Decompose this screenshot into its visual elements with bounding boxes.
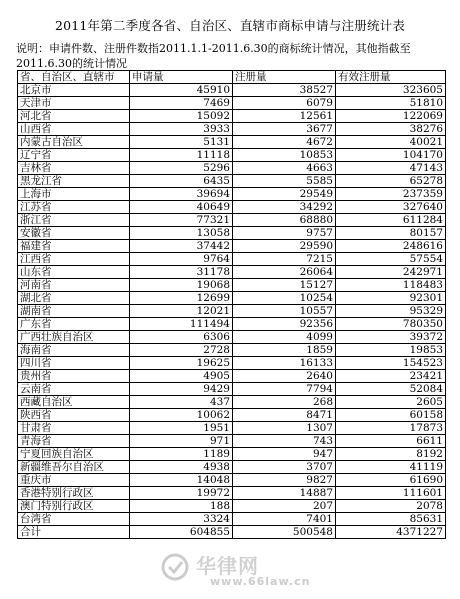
table-row (18, 292, 446, 305)
table-row (18, 110, 446, 123)
cell-valid-registrations: 95329 (336, 305, 446, 318)
cell-registrations: 2640 (233, 370, 336, 383)
cell-registrations: 15127 (233, 279, 336, 292)
cell-valid-registrations: 38276 (336, 123, 446, 136)
table-row (18, 214, 446, 227)
cell-valid-registrations: 327640 (336, 201, 446, 214)
watermark (148, 548, 448, 594)
cell-applications: 37442 (130, 240, 233, 253)
cell-region: 天津市 (18, 97, 130, 110)
cell-valid-registrations: 611284 (336, 214, 446, 227)
cell-registrations: 10853 (233, 149, 336, 162)
cell-applications: 12699 (130, 292, 233, 305)
cell-applications: 604855 (130, 526, 233, 539)
cell-valid-registrations: 85631 (336, 513, 446, 526)
cell-applications: 188 (130, 500, 233, 513)
table-row (18, 383, 446, 396)
table-row (18, 253, 446, 266)
cell-region: 福建省 (18, 240, 130, 253)
table-row (18, 500, 446, 513)
cell-valid-registrations: 19853 (336, 344, 446, 357)
cell-valid-registrations: 52084 (336, 383, 446, 396)
table-row (18, 331, 446, 344)
cell-applications: 6435 (130, 175, 233, 188)
cell-registrations: 38527 (233, 84, 336, 97)
cell-valid-registrations: 17873 (336, 422, 446, 435)
watermark-text: 华律网 (196, 554, 259, 578)
table-row (18, 435, 446, 448)
cell-registrations: 4672 (233, 136, 336, 149)
cell-registrations: 12561 (233, 110, 336, 123)
cell-applications: 19068 (130, 279, 233, 292)
table-row (18, 396, 446, 409)
cell-valid-registrations: 111601 (336, 487, 446, 500)
cell-applications: 39694 (130, 188, 233, 201)
table-body (18, 84, 446, 539)
cell-region: 澳门特别行政区 (18, 500, 130, 513)
table-row (18, 305, 446, 318)
cell-valid-registrations: 8192 (336, 448, 446, 461)
cell-registrations: 5585 (233, 175, 336, 188)
table-row (18, 370, 446, 383)
cell-registrations: 10557 (233, 305, 336, 318)
cell-region: 上海市 (18, 188, 130, 201)
cell-region: 台湾省 (18, 513, 130, 526)
header-region: 省、自治区、直辖市 (18, 71, 130, 84)
cell-registrations: 9827 (233, 474, 336, 487)
table-row (18, 409, 446, 422)
cell-registrations: 16133 (233, 357, 336, 370)
cell-registrations: 6079 (233, 97, 336, 110)
header-applications: 申请量 (130, 71, 233, 84)
cell-region: 广西壮族自治区 (18, 331, 130, 344)
cell-valid-registrations: 154523 (336, 357, 446, 370)
cell-applications: 7469 (130, 97, 233, 110)
cell-valid-registrations: 242971 (336, 266, 446, 279)
cell-applications: 15092 (130, 110, 233, 123)
cell-applications: 971 (130, 435, 233, 448)
cell-registrations: 3677 (233, 123, 336, 136)
cell-valid-registrations: 23421 (336, 370, 446, 383)
cell-region: 青海省 (18, 435, 130, 448)
cell-applications: 19972 (130, 487, 233, 500)
header-registrations: 注册量 (233, 71, 336, 84)
table-row (18, 513, 446, 526)
cell-region: 山西省 (18, 123, 130, 136)
cell-valid-registrations: 61690 (336, 474, 446, 487)
cell-registrations: 34292 (233, 201, 336, 214)
cell-region: 重庆市 (18, 474, 130, 487)
cell-valid-registrations: 40021 (336, 136, 446, 149)
cell-registrations: 947 (233, 448, 336, 461)
cell-region: 合计 (18, 526, 130, 539)
cell-region: 山东省 (18, 266, 130, 279)
cell-applications: 2728 (130, 344, 233, 357)
cell-region: 安徽省 (18, 227, 130, 240)
table-row (18, 84, 446, 97)
header-valid-registrations: 有效注册量 (336, 71, 446, 84)
table-row (18, 448, 446, 461)
cell-valid-registrations: 80157 (336, 227, 446, 240)
cell-valid-registrations: 60158 (336, 409, 446, 422)
table-row (18, 162, 446, 175)
table-row (18, 357, 446, 370)
cell-valid-registrations: 92301 (336, 292, 446, 305)
cell-region: 甘肃省 (18, 422, 130, 435)
cell-region: 黑龙江省 (18, 175, 130, 188)
cell-region: 香港特别行政区 (18, 487, 130, 500)
cell-applications: 9429 (130, 383, 233, 396)
table-row (18, 188, 446, 201)
cell-applications: 45910 (130, 84, 233, 97)
cell-applications: 1951 (130, 422, 233, 435)
watermark-url: www.66law.cn (210, 575, 311, 588)
table-row (18, 279, 446, 292)
cell-registrations: 1307 (233, 422, 336, 435)
cell-valid-registrations: 57554 (336, 253, 446, 266)
cell-valid-registrations: 118483 (336, 279, 446, 292)
cell-region: 宁夏回族自治区 (18, 448, 130, 461)
cell-region: 河南省 (18, 279, 130, 292)
cell-applications: 3324 (130, 513, 233, 526)
cell-applications: 13058 (130, 227, 233, 240)
cell-region: 吉林省 (18, 162, 130, 175)
cell-valid-registrations: 6611 (336, 435, 446, 448)
cell-applications: 77321 (130, 214, 233, 227)
cell-applications: 4938 (130, 461, 233, 474)
table-row (18, 474, 446, 487)
table-row (18, 136, 446, 149)
cell-registrations: 268 (233, 396, 336, 409)
cell-region: 海南省 (18, 344, 130, 357)
trademark-stats-table (17, 70, 446, 539)
cell-region: 浙江省 (18, 214, 130, 227)
cell-registrations: 8471 (233, 409, 336, 422)
cell-applications: 111494 (130, 318, 233, 331)
table-row (18, 240, 446, 253)
cell-registrations: 10254 (233, 292, 336, 305)
cell-registrations: 29590 (233, 240, 336, 253)
cell-registrations: 4663 (233, 162, 336, 175)
cell-region: 云南省 (18, 383, 130, 396)
cell-applications: 437 (130, 396, 233, 409)
cell-registrations: 7215 (233, 253, 336, 266)
page-title: 2011年第二季度各省、自治区、直辖市商标申请与注册统计表 (54, 18, 406, 33)
cell-region: 西藏自治区 (18, 396, 130, 409)
cell-region: 江苏省 (18, 201, 130, 214)
cell-valid-registrations: 41119 (336, 461, 446, 474)
cell-registrations: 4099 (233, 331, 336, 344)
cell-valid-registrations: 122069 (336, 110, 446, 123)
cell-region: 江西省 (18, 253, 130, 266)
cell-applications: 3933 (130, 123, 233, 136)
cell-applications: 10062 (130, 409, 233, 422)
cell-registrations: 92356 (233, 318, 336, 331)
cell-applications: 4905 (130, 370, 233, 383)
cell-registrations: 3707 (233, 461, 336, 474)
table-row (18, 97, 446, 110)
cell-applications: 9764 (130, 253, 233, 266)
cell-region: 贵州省 (18, 370, 130, 383)
cell-valid-registrations: 323605 (336, 84, 446, 97)
cell-applications: 11118 (130, 149, 233, 162)
cell-applications: 31178 (130, 266, 233, 279)
cell-valid-registrations: 248616 (336, 240, 446, 253)
cell-registrations: 26064 (233, 266, 336, 279)
cell-region: 河北省 (18, 110, 130, 123)
cell-region: 陕西省 (18, 409, 130, 422)
cell-registrations: 9757 (233, 227, 336, 240)
cell-registrations: 1859 (233, 344, 336, 357)
table-row (18, 123, 446, 136)
table-row (18, 487, 446, 500)
table-total-row (18, 526, 446, 539)
cell-region: 北京市 (18, 84, 130, 97)
cell-applications: 5296 (130, 162, 233, 175)
cell-registrations: 14887 (233, 487, 336, 500)
cell-registrations: 743 (233, 435, 336, 448)
cell-region: 广东省 (18, 318, 130, 331)
table-row (18, 344, 446, 357)
cell-applications: 5131 (130, 136, 233, 149)
table-row (18, 266, 446, 279)
cell-region: 湖北省 (18, 292, 130, 305)
cell-valid-registrations: 65278 (336, 175, 446, 188)
table-row (18, 201, 446, 214)
table-header-row (18, 71, 446, 84)
table-row (18, 149, 446, 162)
cell-applications: 19625 (130, 357, 233, 370)
cell-valid-registrations: 2605 (336, 396, 446, 409)
cell-region: 新疆维吾尔自治区 (18, 461, 130, 474)
table-row (18, 175, 446, 188)
table-row (18, 318, 446, 331)
cell-registrations: 500548 (233, 526, 336, 539)
cell-registrations: 68880 (233, 214, 336, 227)
cell-region: 辽宁省 (18, 149, 130, 162)
cell-applications: 1189 (130, 448, 233, 461)
cell-applications: 14048 (130, 474, 233, 487)
watermark-logo-icon (160, 552, 190, 582)
cell-applications: 12021 (130, 305, 233, 318)
cell-valid-registrations: 47143 (336, 162, 446, 175)
table-note: 说明：申请件数、注册件数指2011.1.1-2011.6.30的商标统计情况，其他指截至2011.6.30的统计情况 (16, 42, 411, 70)
cell-valid-registrations: 4371227 (336, 526, 446, 539)
cell-valid-registrations: 780350 (336, 318, 446, 331)
table-row (18, 227, 446, 240)
cell-registrations: 29549 (233, 188, 336, 201)
cell-valid-registrations: 237359 (336, 188, 446, 201)
cell-valid-registrations: 104170 (336, 149, 446, 162)
cell-registrations: 7794 (233, 383, 336, 396)
cell-valid-registrations: 51810 (336, 97, 446, 110)
cell-registrations: 207 (233, 500, 336, 513)
cell-region: 湖南省 (18, 305, 130, 318)
cell-region: 内蒙古自治区 (18, 136, 130, 149)
cell-registrations: 7401 (233, 513, 336, 526)
cell-valid-registrations: 39372 (336, 331, 446, 344)
cell-applications: 6306 (130, 331, 233, 344)
table-row (18, 422, 446, 435)
cell-region: 四川省 (18, 357, 130, 370)
cell-valid-registrations: 2078 (336, 500, 446, 513)
cell-applications: 40649 (130, 201, 233, 214)
table-row (18, 461, 446, 474)
